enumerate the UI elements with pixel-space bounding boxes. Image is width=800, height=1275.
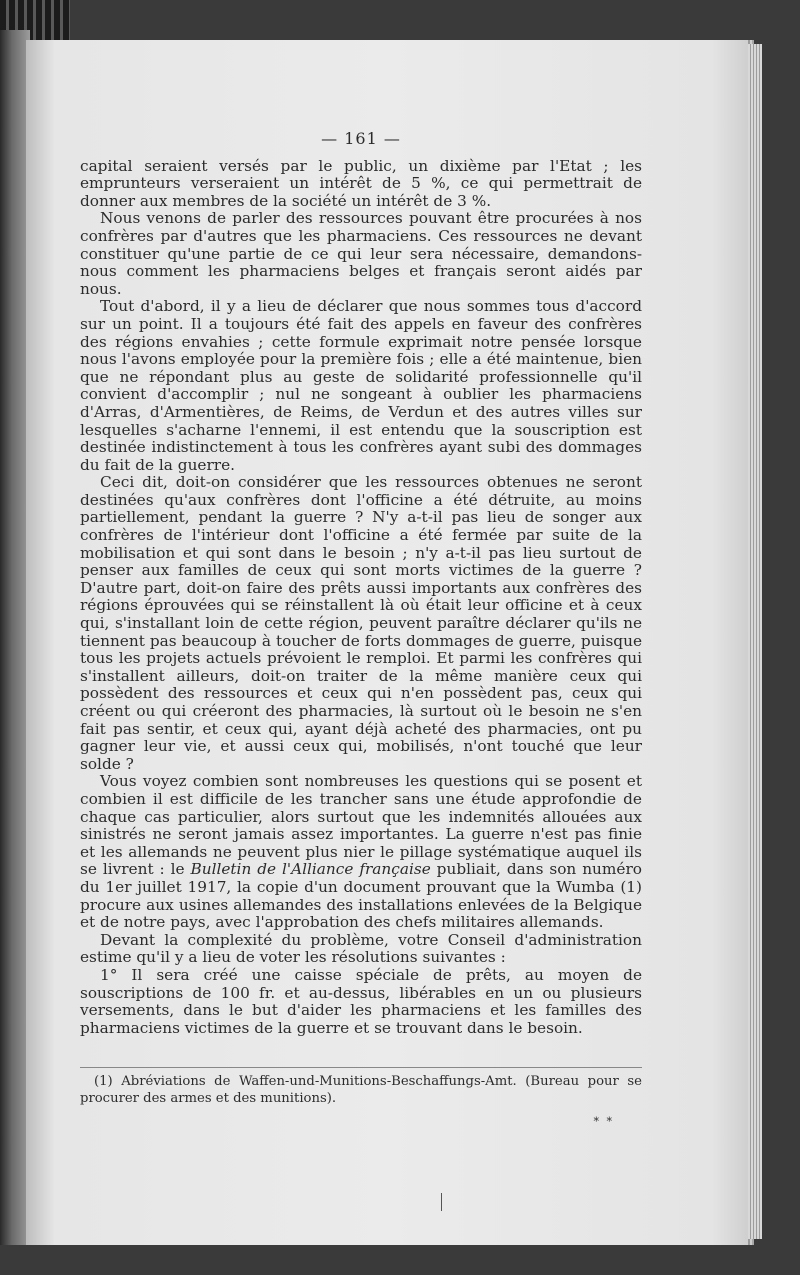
signature-mark: * * — [593, 1115, 614, 1129]
paragraph-5-end: publiait, dans son numéro du 1er juillet 1917, la copie d'un document prouvant que la Wumba (1) procure aux usines allemandes des installations enlevées de la Belgique et de notre pays, avec l'approbation des chefs militaires allemands. — [80, 860, 642, 932]
paragraph-6: Devant la complexité du problème, votre Conseil d'administration estime qu'il y a lieu de voter les résolutions suivantes : — [80, 930, 642, 967]
page-number: — 161 — — [321, 129, 401, 148]
page-stack-edges — [748, 44, 762, 1239]
bottom-mark — [441, 1193, 442, 1211]
page-content — [80, 130, 642, 1131]
bulletin-title: Bulletin de l'Alliance française — [190, 860, 431, 879]
paragraph-5-start: Vous voyez combien sont nombreuses les questions qui se posent et combien il est difficile de les trancher sans une étude approfondie de chaque cas particulier, alors surtout que les indemnités allouées aux sinistrés ne seront jamais assez importantes. La guerre n'est pas finie et les allemands ne peuvent plus nier le pillage systématique auquel ils se livrent : le — [80, 772, 642, 879]
paragraph-5 — [80, 773, 642, 931]
footnote-divider — [80, 1067, 642, 1068]
paragraph-2: Nous venons de parler des ressources pouvant être procurées à nos confrères par d'autres que les pharmaciens. Ces ressources ne devant constituer qu'une partie de ce qui leur sera nécessaire, demandons-nous comment les pharmaciens belges et français seront aidés par nous. — [80, 209, 642, 298]
resolution-1: 1° Il sera créé une caisse spéciale de prêts, au moyen de souscriptions de 100 fr. et au-dessus, libérables en un ou plusieurs versements, dans le but d'aider les pharmaciens et les familles des pharmaciens victimes de la guerre et se trouvant dans le besoin. — [80, 965, 642, 1037]
paragraph-3: Tout d'abord, il y a lieu de déclarer que nous sommes tous d'accord sur un point. Il a toujours été fait des appels en faveur des confrères des régions envahies ; cette formule exprimait notre pensée lorsque nous l'avons employée pour la première fois ; elle a été maintenue, bien que ne répondant plus au geste de solidarité professionnelle qu'il convient d'accomplir ; nul ne songeant à oublier les pharmaciens d'Arras, d'Armentières, de Reims, de Verdun et des autres villes sur lesquelles s'acharne l'ennemi, il est entendu que la souscription est destinée indistinctement à tous les confrères ayant subi des dommages du fait de la guerre. — [80, 297, 642, 474]
paragraph-4: Ceci dit, doit-on considérer que les ressources obtenues ne seront destinées qu'aux confrères dont l'officine a été détruite, au moins partiellement, pendant la guerre ? N'y a-t-il pas lieu de songer aux confrères de l'intérieur dont l'officine a été fermée par suite de la mobilisation et qui sont dans le besoin ; n'y a-t-il pas lieu surtout de penser aux familles de ceux qui sont morts victimes de la guerre ? D'autre part, doit-on faire des prêts aussi importants aux confrères des régions éprouvées qui se réinstallent là où était leur officine et à ceux qui, s'installant loin de cette région, peuvent paraître déclarer qu'ils ne tiennent pas beaucoup à toucher de forts dommages de guerre, puisque tous les projets actuels prévoient le remploi. Et parmi les confrères qui s'installent ailleurs, doit-on traiter de la même manière ceux qui possèdent des ressources et ceux qui n'en possèdent pas, ceux qui créent ou qui créeront des pharmacies, là surtout où le besoin ne s'en fait pas sentir, et ceux qui, ayant déjà acheté des pharmacies, ont pu gagner leur vie, et aussi ceux qui, mobilisés, n'ont touché que leur solde ? — [80, 473, 642, 773]
paragraph-1: capital seraient versés par le public, un dixième par l'Etat ; les emprunteurs verseraient un intérêt de 5 %, ce qui permettrait de donner aux membres de la société un intérêt de 3 %. — [80, 156, 642, 210]
footnote: (1) Abréviations de Waffen-und-Munitions-Beschaffungs-Amt. (Bureau pour se procurer des armes et des munitions). — [80, 1074, 642, 1106]
